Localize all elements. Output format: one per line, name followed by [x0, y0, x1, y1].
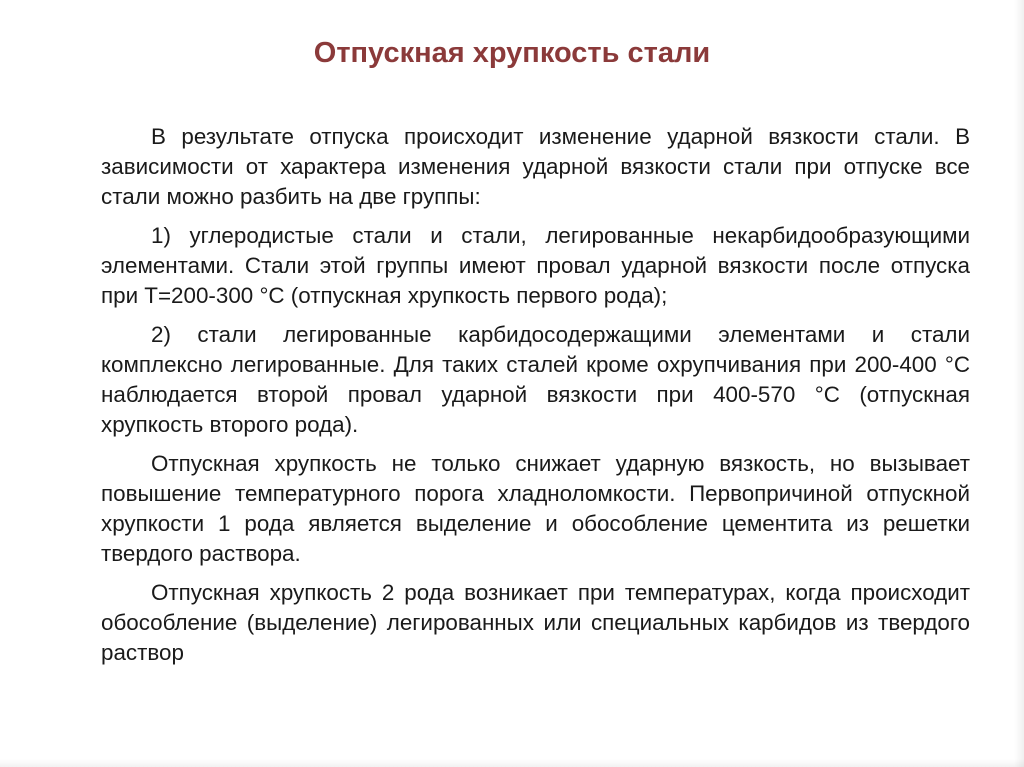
slide-title: Отпускная хрупкость стали: [313, 37, 711, 69]
slide-edge-shadow-right: [1014, 0, 1024, 767]
paragraph-consequences: Отпускная хрупкость не только снижает ударную вязкость, но вызывает повышение температурного порога хладноломкости. Первопричиной отпускной хрупкости 1 рода является выделение и обособление цементита из решетки твердого раствора.: [101, 451, 970, 566]
paragraph-second-kind: Отпускная хрупкость 2 рода возникает при температурах, когда происходит обособление (выделение) легированных или специальных карбидов из твердого раствор: [101, 580, 970, 665]
slide-edge-shadow-bottom: [0, 759, 1024, 767]
paragraph-group-2: 2) стали легированные карбидосодержащими элементами и стали комплексно легированные. Для таких сталей кроме охрупчивания при 200-400 °С наблюдается второй провал ударной вязкости при 400-570 °С (отпускная хрупкость второго рода).: [101, 322, 970, 437]
paragraph-group-1: 1) углеродистые стали и стали, легированные некарбидообразующими элементами. Стали этой группы имеют провал ударной вязкости после отпуска при Т=200-300 °С (отпускная хрупкость первого рода);: [101, 223, 970, 308]
paragraph-intro: В результате отпуска происходит изменение ударной вязкости стали. В зависимости от характера изменения ударной вязкости стали при отпуске все стали можно разбить на две группы:: [101, 124, 970, 209]
slide-body: [101, 122, 970, 677]
